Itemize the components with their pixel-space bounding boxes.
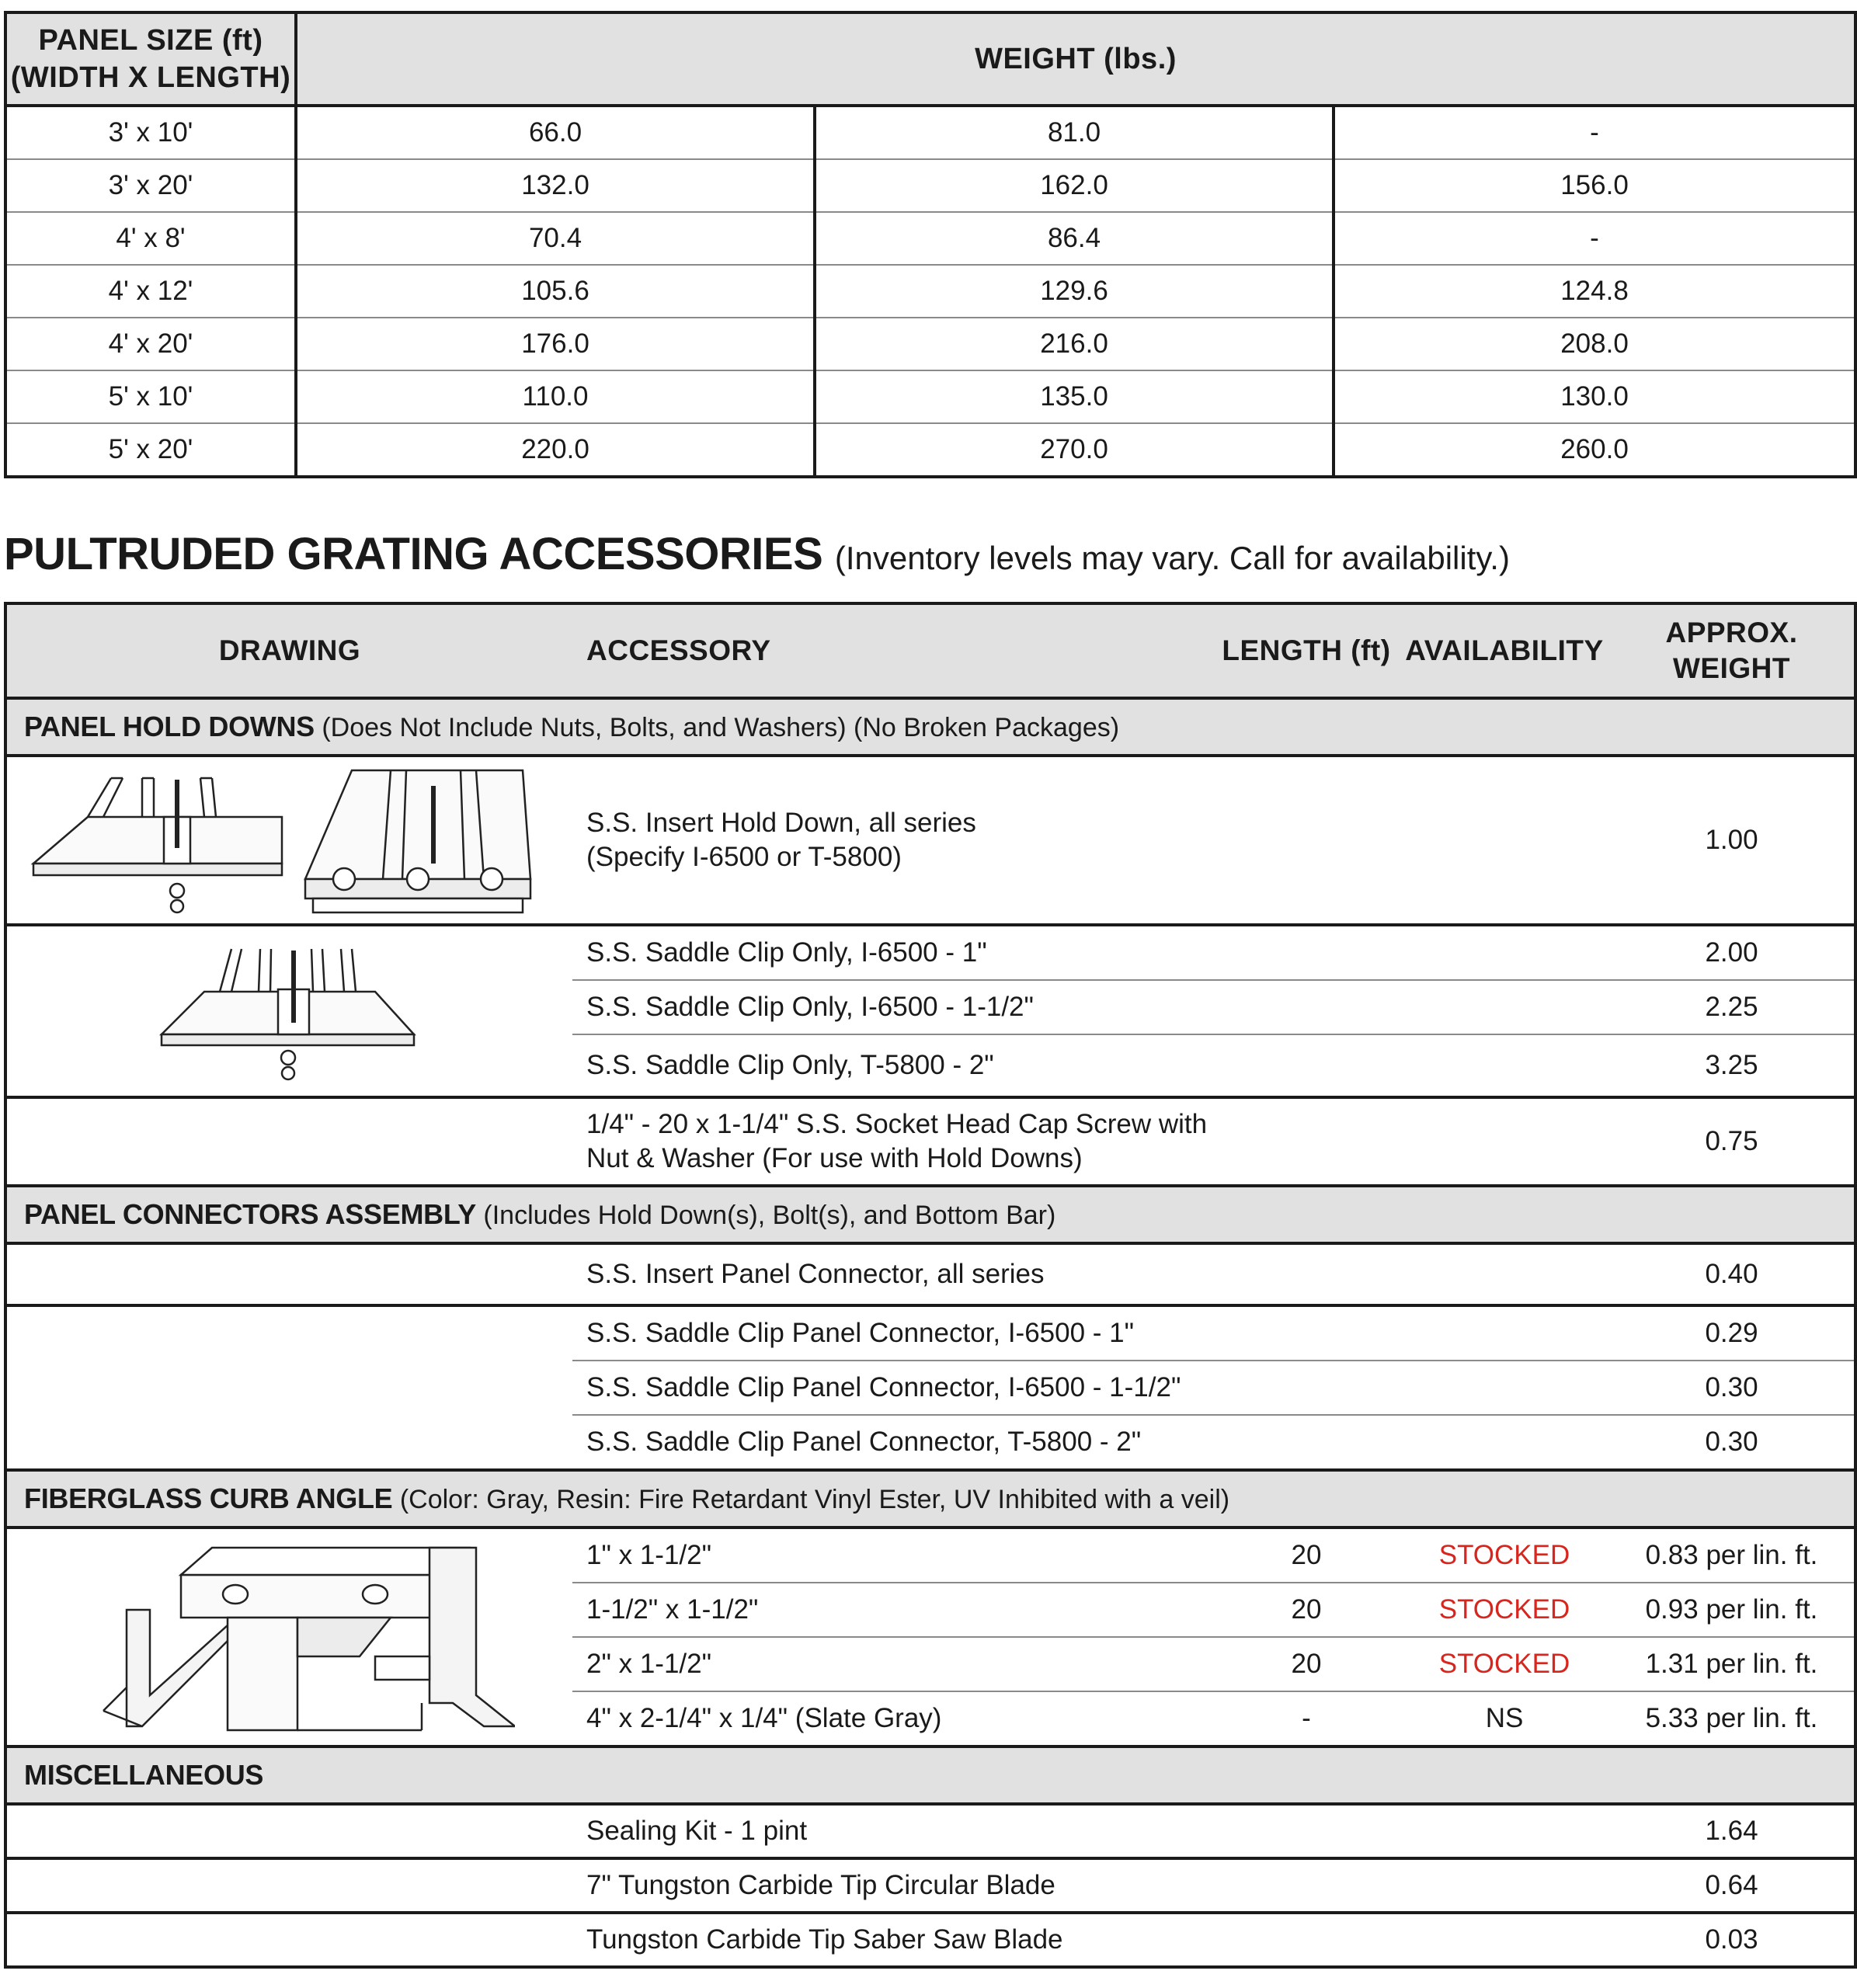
section-connectors	[5, 1186, 1855, 1243]
table-row	[5, 1097, 1855, 1186]
weight-cell: -	[1334, 106, 1855, 159]
accessories-title: PULTRUDED GRATING ACCESSORIES	[4, 529, 823, 579]
weight-cell: 0.30	[1609, 1415, 1855, 1470]
length-cell: 20	[1213, 1637, 1400, 1691]
weight-cell: 1.64	[1705, 1816, 1758, 1846]
weight-cell: 176.0	[296, 318, 815, 370]
length-cell: 20	[1291, 1540, 1322, 1570]
section-title: MISCELLANEOUS	[24, 1758, 264, 1791]
accessory-name: 4" x 2-1/4" x 1/4" (Slate Gray)	[572, 1691, 1213, 1746]
weight-cell: 110.0	[296, 370, 815, 423]
weight-cell: 208.0	[1334, 318, 1855, 370]
availability-cell	[1400, 1913, 1609, 1967]
length-cell	[1213, 1415, 1400, 1470]
drawing-cell	[5, 1804, 572, 1858]
accessory-name: S.S. Saddle Clip Panel Connector, I-6500 - 1"	[572, 1305, 1213, 1361]
weight-cell: 0.93 per lin. ft.	[1609, 1583, 1855, 1637]
accessories-heading	[4, 528, 1510, 580]
weight-cell: 270.0	[815, 423, 1334, 477]
table-row	[5, 423, 1855, 477]
weight-cell: 2.25	[1609, 980, 1855, 1034]
panel-size-cell: 4' x 12'	[5, 265, 296, 318]
accessory-name: 1-1/2" x 1-1/2"	[572, 1583, 1213, 1637]
table-row	[5, 212, 1855, 265]
length-cell	[1213, 1913, 1400, 1967]
length-cell	[1213, 980, 1400, 1034]
section-note: (Does Not Include Nuts, Bolts, and Washers) (No Broken Packages)	[322, 712, 1120, 742]
section-misc	[5, 1746, 1855, 1804]
weight-cell: 260.0	[1334, 423, 1855, 477]
accessory-header: ACCESSORY	[572, 603, 1213, 698]
availability-cell	[1400, 1415, 1609, 1470]
table-row	[5, 925, 1855, 980]
curb-angle-drawing-icon	[64, 1540, 515, 1734]
curb-angle-drawing	[5, 1527, 572, 1746]
accessory-name: 2" x 1-1/2"	[572, 1637, 1213, 1691]
table-row	[5, 265, 1855, 318]
weight-cell: 0.83 per lin. ft.	[1645, 1540, 1818, 1570]
weight-cell: 81.0	[815, 106, 1334, 159]
table-row	[5, 318, 1855, 370]
availability-cell	[1400, 1858, 1609, 1913]
availability-cell	[1400, 980, 1609, 1034]
panel-size-cell: 4' x 20'	[5, 318, 296, 370]
accessory-name: S.S. Insert Panel Connector, all series	[586, 1259, 1045, 1289]
weight-cell: 129.6	[815, 265, 1334, 318]
weight-cell: 135.0	[815, 370, 1334, 423]
weight-cell: 132.0	[296, 159, 815, 212]
length-cell	[1213, 1034, 1400, 1097]
availability-cell	[1400, 1097, 1609, 1186]
accessory-name: 1/4" - 20 x 1-1/4" S.S. Socket Head Cap Screw with Nut & Washer (For use with Hold Downs)	[572, 1097, 1213, 1186]
section-hold-downs	[5, 698, 1855, 756]
weight-cell: 124.8	[1334, 265, 1855, 318]
accessories-note: (Inventory levels may vary. Call for availability.)	[834, 540, 1510, 576]
availability-header: AVAILABILITY	[1400, 603, 1609, 698]
weight-cell: 0.64	[1609, 1858, 1855, 1913]
section-title: PANEL CONNECTORS ASSEMBLY	[24, 1197, 476, 1230]
weight-cell: 70.4	[296, 212, 815, 265]
drawing-cell	[5, 1913, 572, 1967]
saddle-clip-drawing-icon	[158, 941, 422, 1081]
panel-size-cell: 4' x 8'	[5, 212, 296, 265]
weight-header-row	[5, 12, 1855, 106]
weight-cell: 3.25	[1609, 1034, 1855, 1097]
table-row	[5, 370, 1855, 423]
accessories-header-row	[5, 603, 1855, 698]
accessory-name: 7" Tungston Carbide Tip Circular Blade	[572, 1858, 1213, 1913]
weight-cell: 216.0	[815, 318, 1334, 370]
weight-table	[4, 11, 1857, 478]
panel-size-cell: 3' x 20'	[5, 159, 296, 212]
table-row	[5, 756, 1855, 925]
weight-cell: -	[1334, 212, 1855, 265]
length-cell: 20	[1213, 1583, 1400, 1637]
drawing-cell	[5, 1305, 572, 1470]
accessory-name: 1" x 1-1/2"	[586, 1540, 712, 1570]
table-row	[5, 159, 1855, 212]
drawing-cell	[5, 1858, 572, 1913]
panel-size-cell: 5' x 10'	[5, 370, 296, 423]
hold-down-drawing	[5, 756, 572, 925]
accessory-name: S.S. Saddle Clip Only, T-5800 - 2"	[572, 1034, 1213, 1097]
weight-cell: 156.0	[1334, 159, 1855, 212]
availability-cell: STOCKED	[1438, 1540, 1570, 1570]
drawing-cell	[5, 1097, 572, 1186]
length-cell	[1213, 1361, 1400, 1415]
weight-cell: 5.33 per lin. ft.	[1609, 1691, 1855, 1746]
length-cell	[1213, 1804, 1400, 1858]
panel-size-cell: 5' x 20'	[5, 423, 296, 477]
table-row	[5, 1913, 1855, 1967]
table-row	[5, 1858, 1855, 1913]
availability-cell	[1400, 1361, 1609, 1415]
availability-cell	[1400, 925, 1609, 980]
accessory-name: S.S. Saddle Clip Only, I-6500 - 1"	[572, 925, 1213, 980]
weight-cell: 105.6	[296, 265, 815, 318]
length-cell	[1213, 756, 1400, 925]
approx-weight-header: APPROX. WEIGHT	[1609, 603, 1855, 698]
availability-cell	[1400, 756, 1609, 925]
weight-cell: 0.03	[1609, 1913, 1855, 1967]
accessory-name: S.S. Saddle Clip Panel Connector, T-5800 - 2"	[572, 1415, 1213, 1470]
weight-cell: 1.00	[1705, 825, 1758, 855]
drawing-header: DRAWING	[5, 603, 572, 698]
table-row	[5, 1527, 1855, 1583]
weight-cell: 0.40	[1705, 1259, 1758, 1289]
table-row	[5, 1305, 1855, 1361]
availability-cell	[1400, 1804, 1609, 1858]
availability-cell	[1400, 1034, 1609, 1097]
availability-cell	[1400, 1243, 1609, 1305]
length-cell	[1213, 1858, 1400, 1913]
weight-cell: 2.00	[1609, 925, 1855, 980]
section-title: FIBERGLASS CURB ANGLE	[24, 1482, 393, 1514]
weight-cell: 162.0	[815, 159, 1334, 212]
accessory-name: S.S. Saddle Clip Only, I-6500 - 1-1/2"	[572, 980, 1213, 1034]
availability-cell: NS	[1400, 1691, 1609, 1746]
availability-cell	[1400, 1305, 1609, 1361]
weight-cell: 130.0	[1334, 370, 1855, 423]
section-curb-angle	[5, 1470, 1855, 1527]
hold-down-drawing-icon	[26, 763, 554, 918]
saddle-clip-drawing	[5, 925, 572, 1097]
weight-cell: 0.30	[1609, 1361, 1855, 1415]
table-row	[5, 1243, 1855, 1305]
drawing-cell	[5, 1243, 572, 1305]
length-cell	[1213, 1097, 1400, 1186]
availability-cell: STOCKED	[1400, 1637, 1609, 1691]
accessory-name: S.S. Insert Hold Down, all series (Specify I-6500 or T-5800)	[586, 808, 976, 872]
weight-cell: 0.75	[1609, 1097, 1855, 1186]
accessory-name: Sealing Kit - 1 pint	[586, 1816, 808, 1846]
panel-size-header: PANEL SIZE (ft) (WIDTH X LENGTH)	[5, 12, 296, 106]
accessories-table	[4, 602, 1857, 1969]
weight-cell: 66.0	[296, 106, 815, 159]
weight-cell: 220.0	[296, 423, 815, 477]
weight-cell: 0.29	[1609, 1305, 1855, 1361]
length-header: LENGTH (ft)	[1213, 603, 1400, 698]
length-cell	[1213, 1305, 1400, 1361]
weight-cell: 1.31 per lin. ft.	[1609, 1637, 1855, 1691]
weight-cell: 86.4	[815, 212, 1334, 265]
table-row	[5, 1804, 1855, 1858]
section-note: (Color: Gray, Resin: Fire Retardant Vinyl Ester, UV Inhibited with a veil)	[399, 1484, 1230, 1514]
panel-size-cell: 3' x 10'	[5, 106, 296, 159]
weight-header: WEIGHT (lbs.)	[296, 12, 1855, 106]
length-cell: -	[1213, 1691, 1400, 1746]
accessory-name: Tungston Carbide Tip Saber Saw Blade	[572, 1913, 1213, 1967]
availability-cell: STOCKED	[1400, 1583, 1609, 1637]
length-cell	[1213, 1243, 1400, 1305]
accessory-name: S.S. Saddle Clip Panel Connector, I-6500 - 1-1/2"	[572, 1361, 1213, 1415]
section-note: (Includes Hold Down(s), Bolt(s), and Bottom Bar)	[483, 1200, 1056, 1230]
section-title: PANEL HOLD DOWNS	[24, 710, 315, 742]
length-cell	[1213, 925, 1400, 980]
table-row	[5, 106, 1855, 159]
